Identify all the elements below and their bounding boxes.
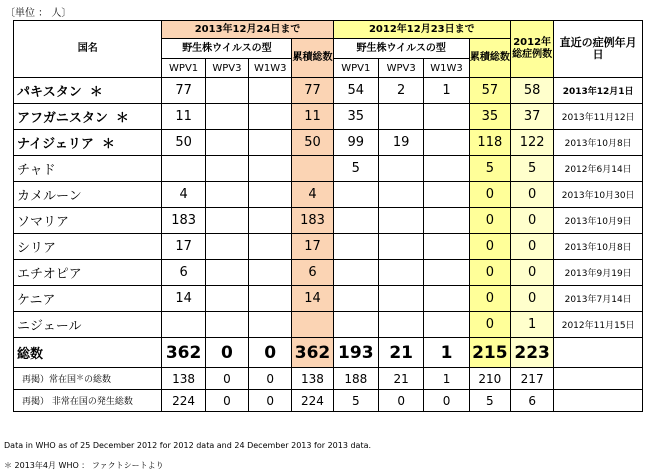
table-row (14, 104, 643, 130)
total-a3: 0 (205, 338, 248, 368)
cell-bcum: 118 (469, 130, 510, 156)
recent-date: 2013年10月9日 (554, 208, 643, 234)
cell-a1 (162, 156, 205, 182)
cell-a1: 6 (162, 260, 205, 286)
cell-acum: 77 (292, 78, 333, 104)
cell-acum: 17 (292, 234, 333, 260)
total-acum: 362 (292, 338, 333, 368)
country-name (14, 78, 162, 104)
header-period-2012: 2012年12月23日まで (333, 21, 510, 39)
recent-date: 2013年11月12日 (554, 104, 643, 130)
cell-b1 (333, 260, 378, 286)
cell-t2012: 0 (510, 286, 553, 312)
endemic-acum: 138 (292, 368, 333, 390)
country-name (14, 156, 162, 182)
total-a1: 362 (162, 338, 205, 368)
total-row (14, 338, 643, 368)
cell-b1 (333, 312, 378, 338)
total-b3: 21 (378, 338, 423, 368)
cell-a3 (205, 208, 248, 234)
cell-a13 (249, 130, 292, 156)
country-label: ソマリア (17, 215, 70, 230)
cell-a13 (249, 208, 292, 234)
nonendemic-a13: 0 (249, 390, 292, 412)
header-wpv1-2012: WPV1 (333, 59, 378, 78)
cell-t2012: 5 (510, 156, 553, 182)
cell-b13 (424, 312, 469, 338)
cell-b13 (424, 182, 469, 208)
cell-t2012: 0 (510, 208, 553, 234)
cell-a13 (249, 312, 292, 338)
total-recent-empty (554, 338, 643, 368)
endemic-label-suffix: の総数 (84, 375, 112, 385)
cell-b13 (424, 130, 469, 156)
country-label: ケニア (17, 293, 56, 308)
cell-bcum: 0 (469, 208, 510, 234)
cell-acum: 4 (292, 182, 333, 208)
cell-b3 (378, 104, 423, 130)
country-label: シリア (17, 241, 57, 256)
cell-bcum: 0 (469, 260, 510, 286)
nonendemic-recent-empty (554, 390, 643, 412)
nonendemic-t2012: 6 (510, 390, 553, 412)
cell-b1: 99 (333, 130, 378, 156)
nonendemic-label: 再掲） 非常在国の発生総数 (14, 390, 162, 412)
country-label: パキスタン (17, 85, 82, 100)
cell-b1 (333, 182, 378, 208)
cell-a13 (249, 78, 292, 104)
country-name (14, 260, 162, 286)
cell-a13 (249, 286, 292, 312)
endemic-label (14, 368, 162, 390)
endemic-mark: ＊ (89, 85, 103, 100)
nonendemic-b3: 0 (378, 390, 423, 412)
country-label: ニジェール (17, 319, 82, 334)
cell-b13: 1 (424, 78, 469, 104)
cell-acum: 11 (292, 104, 333, 130)
cell-a13 (249, 104, 292, 130)
cell-acum (292, 312, 333, 338)
total-t2012: 223 (510, 338, 553, 368)
total-b1: 193 (333, 338, 378, 368)
recent-date: 2013年10月8日 (554, 130, 643, 156)
total-b13: 1 (424, 338, 469, 368)
cell-b13 (424, 260, 469, 286)
polio-cases-table (13, 20, 643, 412)
cell-a3 (205, 234, 248, 260)
cell-b13 (424, 208, 469, 234)
nonendemic-acum: 224 (292, 390, 333, 412)
total-a13: 0 (249, 338, 292, 368)
cell-t2012: 37 (510, 104, 553, 130)
endemic-a1: 138 (162, 368, 205, 390)
cell-bcum: 0 (469, 286, 510, 312)
table-row (14, 156, 643, 182)
header-w1w3-2013: W1W3 (249, 59, 292, 78)
table-row (14, 286, 643, 312)
table-row (14, 182, 643, 208)
endemic-b1: 188 (333, 368, 378, 390)
country-label: カメルーン (17, 189, 82, 204)
header-wpv3-2013: WPV3 (205, 59, 248, 78)
table-row (14, 234, 643, 260)
endemic-b13: 1 (424, 368, 469, 390)
country-name (14, 286, 162, 312)
cell-b3 (378, 208, 423, 234)
cell-a1 (162, 312, 205, 338)
header-total-2012: 2012年総症例数 (510, 21, 553, 78)
cell-b13 (424, 156, 469, 182)
endemic-b3: 21 (378, 368, 423, 390)
cell-a3 (205, 312, 248, 338)
cell-b1: 54 (333, 78, 378, 104)
cell-a3 (205, 156, 248, 182)
cell-a1: 50 (162, 130, 205, 156)
country-name (14, 312, 162, 338)
cell-b1 (333, 208, 378, 234)
total-bcum: 215 (469, 338, 510, 368)
recent-date: 2013年12月1日 (554, 78, 643, 104)
cell-b3 (378, 156, 423, 182)
cell-bcum: 0 (469, 182, 510, 208)
cell-a1: 14 (162, 286, 205, 312)
header-cumulative-2012: 累積総数 (469, 39, 510, 78)
nonendemic-a1: 224 (162, 390, 205, 412)
cell-b3 (378, 182, 423, 208)
endemic-label-sup: ＊ (76, 373, 85, 382)
cell-a1: 183 (162, 208, 205, 234)
endemic-a3: 0 (205, 368, 248, 390)
recent-date: 2013年7月14日 (554, 286, 643, 312)
header-wild-type-2013: 野生株ウイルスの型 (162, 39, 292, 59)
recent-date: 2013年10月30日 (554, 182, 643, 208)
cell-acum: 14 (292, 286, 333, 312)
country-name (14, 182, 162, 208)
country-label: エチオピア (17, 267, 82, 282)
cell-acum: 183 (292, 208, 333, 234)
cell-b1 (333, 234, 378, 260)
nonendemic-row (14, 390, 643, 412)
cell-a3 (205, 286, 248, 312)
country-name (14, 104, 162, 130)
cell-bcum: 35 (469, 104, 510, 130)
header-cumulative-2013: 累積総数 (292, 39, 333, 78)
cell-b3: 19 (378, 130, 423, 156)
country-label: チャド (17, 163, 56, 178)
country-name (14, 130, 162, 156)
cell-a1: 11 (162, 104, 205, 130)
cell-b3 (378, 286, 423, 312)
unit-label: 〔単位 ： 人〕 (5, 8, 72, 19)
country-label: ナイジェリア (17, 137, 94, 152)
header-wild-type-2012: 野生株ウイルスの型 (333, 39, 469, 59)
cell-bcum: 57 (469, 78, 510, 104)
factsheet-note: ＊ 2013年4月 WHO ： ファクトシートより (4, 461, 164, 470)
cell-b3 (378, 234, 423, 260)
cell-b3 (378, 312, 423, 338)
cell-acum (292, 156, 333, 182)
recent-date: 2013年10月8日 (554, 234, 643, 260)
cell-bcum: 0 (469, 312, 510, 338)
cell-b13 (424, 234, 469, 260)
header-country: 国名 (14, 21, 162, 78)
endemic-row (14, 368, 643, 390)
endemic-bcum: 210 (469, 368, 510, 390)
cell-a13 (249, 156, 292, 182)
nonendemic-bcum: 5 (469, 390, 510, 412)
cell-b1 (333, 286, 378, 312)
country-name (14, 234, 162, 260)
endemic-mark: ＊ (115, 111, 129, 126)
cell-acum: 50 (292, 130, 333, 156)
country-name (14, 208, 162, 234)
cell-a3 (205, 260, 248, 286)
cell-a13 (249, 234, 292, 260)
endemic-label-prefix: 再掲）常在国 (22, 375, 77, 385)
endemic-recent-empty (554, 368, 643, 390)
cell-a13 (249, 182, 292, 208)
recent-date: 2013年9月19日 (554, 260, 643, 286)
cell-bcum: 0 (469, 234, 510, 260)
header-w1w3-2012: W1W3 (424, 59, 469, 78)
cell-a3 (205, 78, 248, 104)
total-label: 総数 (14, 338, 162, 368)
cell-b13 (424, 286, 469, 312)
cell-a1: 77 (162, 78, 205, 104)
cell-t2012: 58 (510, 78, 553, 104)
cell-bcum: 5 (469, 156, 510, 182)
cell-a13 (249, 260, 292, 286)
endemic-a13: 0 (249, 368, 292, 390)
cell-b1: 5 (333, 156, 378, 182)
cell-t2012: 1 (510, 312, 553, 338)
cell-b13 (424, 104, 469, 130)
cell-b3: 2 (378, 78, 423, 104)
table-row (14, 260, 643, 286)
endemic-mark: ＊ (101, 137, 115, 152)
country-label: アフガニスタン (17, 111, 108, 126)
header-wpv1-2013: WPV1 (162, 59, 205, 78)
table-row (14, 312, 643, 338)
cell-a1: 4 (162, 182, 205, 208)
nonendemic-a3: 0 (205, 390, 248, 412)
source-note: Data in WHO as of 25 December 2012 for 2012 data and 24 December 2013 for 2013 data. (4, 441, 372, 450)
nonendemic-b13: 0 (424, 390, 469, 412)
nonendemic-b1: 5 (333, 390, 378, 412)
header-wpv3-2012: WPV3 (378, 59, 423, 78)
cell-b1: 35 (333, 104, 378, 130)
cell-t2012: 0 (510, 182, 553, 208)
header-period-2013: 2013年12月24日まで (162, 21, 333, 39)
cell-a3 (205, 182, 248, 208)
recent-date: 2012年11月15日 (554, 312, 643, 338)
cell-t2012: 0 (510, 260, 553, 286)
endemic-t2012: 217 (510, 368, 553, 390)
table-row (14, 208, 643, 234)
table-row (14, 130, 643, 156)
cell-t2012: 122 (510, 130, 553, 156)
cell-b3 (378, 260, 423, 286)
cell-a3 (205, 104, 248, 130)
table-row (14, 78, 643, 104)
cell-acum: 6 (292, 260, 333, 286)
cell-a3 (205, 130, 248, 156)
recent-date: 2012年6月14日 (554, 156, 643, 182)
header-recent: 直近の症例年月日 (554, 21, 643, 78)
cell-t2012: 0 (510, 234, 553, 260)
cell-a1: 17 (162, 234, 205, 260)
